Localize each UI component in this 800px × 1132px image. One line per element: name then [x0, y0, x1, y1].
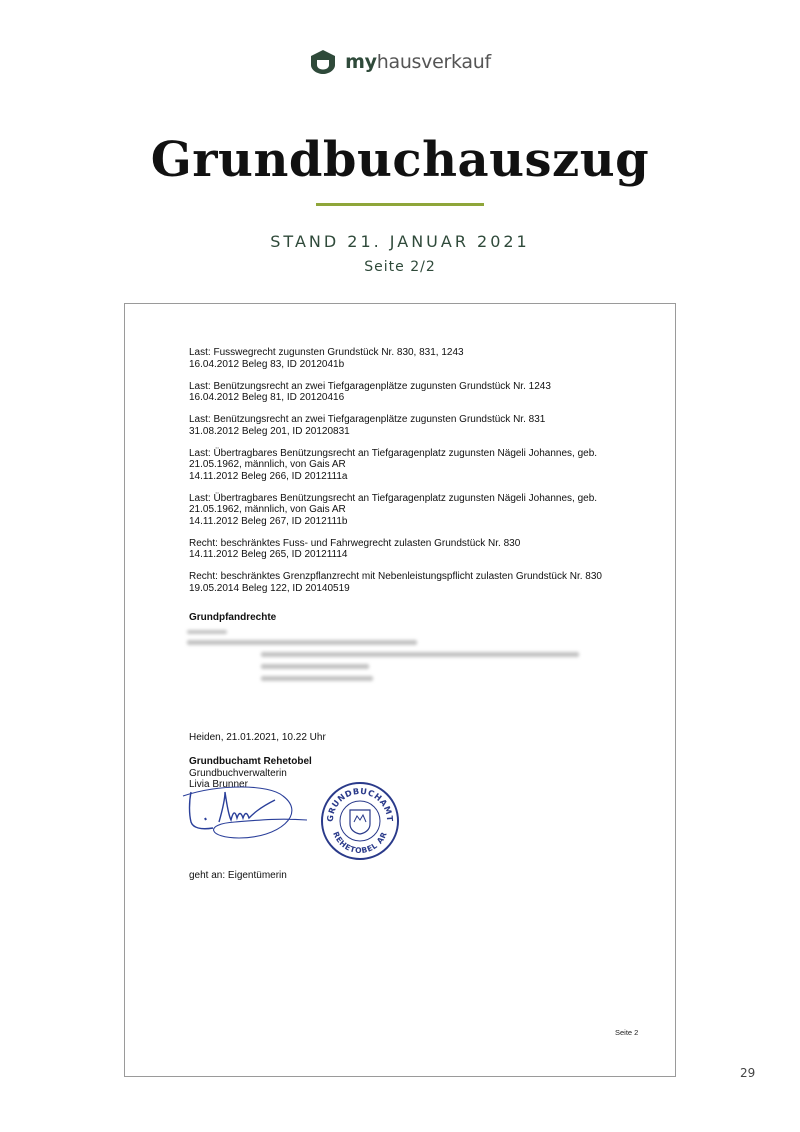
list-item: Last: Übertragbares Benützungsrecht an Tiefgaragenplatz zugunsten Nägeli Johannes, geb. 21.05.1962, männlich, von Gais AR 14.11.2012 Beleg 267, ID 2012111b [189, 492, 598, 527]
list-item: Recht: beschränktes Fuss- und Fahrwegrecht zulasten Grundstück Nr. 830 14.11.2012 Beleg 265, ID 20121114 [189, 537, 521, 560]
redacted-text [187, 630, 227, 634]
list-item: Recht: beschränktes Grenzpflanzrecht mit Nebenleistungspflicht zulasten Grundstück Nr. 830 19.05.2014 Beleg 122, ID 20140519 [189, 571, 602, 594]
grundpfandrechte-heading: Grundpfandrechte [189, 612, 277, 623]
redacted-text [261, 664, 369, 669]
stand-date: STAND 21. JANUAR 2021 [270, 232, 530, 251]
signature-image [179, 778, 315, 848]
scanned-document [124, 303, 676, 1077]
redacted-text [187, 640, 417, 645]
redacted-text [261, 652, 579, 657]
page-indicator: Seite 2/2 [364, 259, 436, 275]
list-item: Last: Fusswegrecht zugunsten Grundstück Nr. 830, 831, 1243 16.04.2012 Beleg 83, ID 2012041b [189, 347, 464, 370]
office-role: Grundbuchverwalterin [189, 767, 287, 779]
place-date: Heiden, 21.01.2021, 10.22 Uhr [189, 732, 326, 743]
office-name: Grundbuchamt Rehetobel [189, 756, 312, 767]
svg-text:REHETOBEL AR: REHETOBEL AR [331, 830, 389, 856]
redacted-text [261, 676, 373, 681]
entries-list [189, 347, 649, 605]
house-shield-icon [309, 48, 337, 76]
list-item: Last: Benützungsrecht an zwei Tiefgaragenplätze zugunsten Grundstück Nr. 1243 16.04.2012 Beleg 81, ID 20120416 [189, 380, 551, 403]
title-divider [316, 203, 484, 206]
recipient: geht an: Eigentümerin [189, 870, 287, 881]
official-stamp [319, 780, 401, 862]
svg-text:GRUNDBUCHAMT: GRUNDBUCHAMT [324, 785, 396, 823]
page-number: 29 [740, 1066, 756, 1080]
list-item: Last: Übertragbares Benützungsrecht an Tiefgaragenplatz zugunsten Nägeli Johannes, geb. 21.05.1962, männlich, von Gais AR 14.11.2012 Beleg 266, ID 2012111a [189, 447, 598, 482]
document-page-label: Seite 2 [615, 1028, 639, 1037]
brand-name: myhausverkauf [345, 51, 491, 73]
brand-logo [0, 48, 800, 76]
office-person: Livia Brunner [189, 779, 248, 790]
list-item: Last: Benützungsrecht an zwei Tiefgaragenplätze zugunsten Grundstück Nr. 831 31.08.2012 Beleg 201, ID 20120831 [189, 414, 546, 437]
page-title: Grundbuchauszug [150, 132, 650, 188]
